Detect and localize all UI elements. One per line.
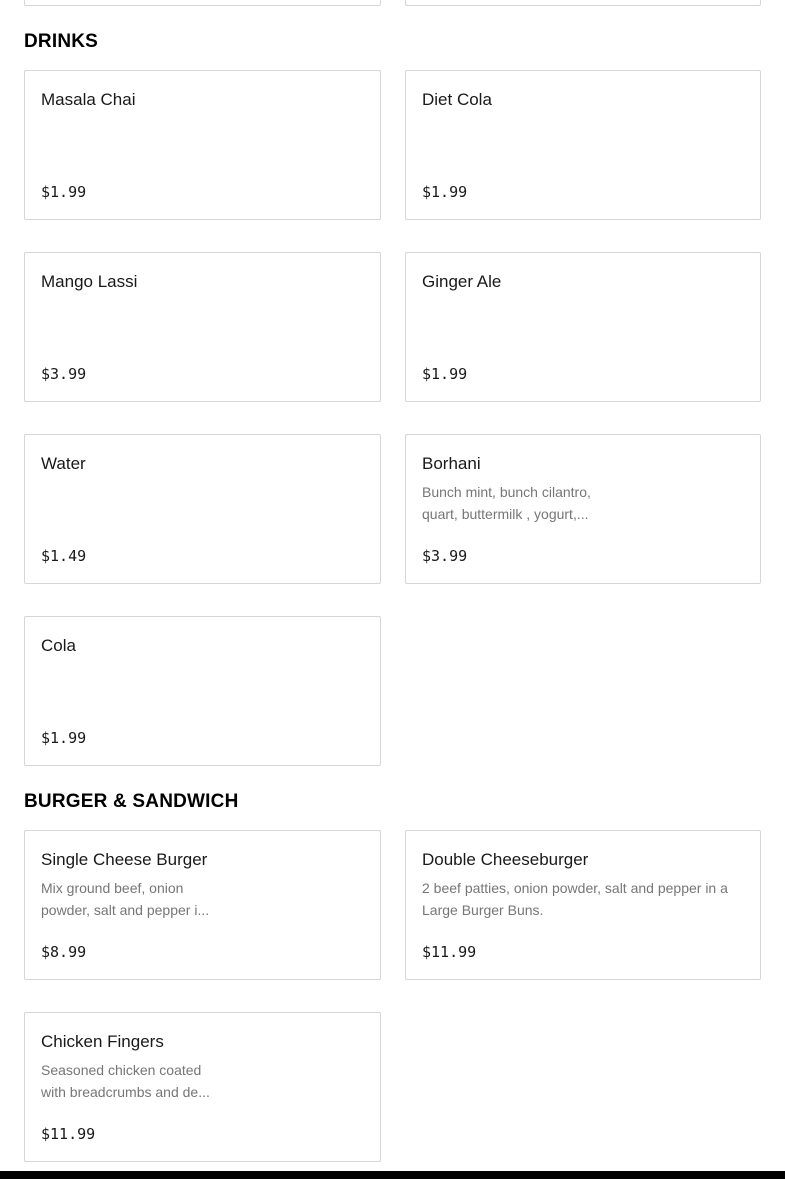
menu-item-card[interactable] [24, 1012, 381, 1162]
menu-item-card[interactable] [24, 616, 381, 766]
item-price: $8.99 [41, 943, 87, 961]
menu-item-card[interactable] [405, 252, 761, 402]
item-name: Ginger Ale [422, 272, 502, 291]
menu-item-card[interactable] [405, 830, 761, 980]
menu-item-card[interactable] [405, 434, 761, 584]
menu-item-card[interactable] [24, 70, 381, 220]
item-description: Mix ground beef, onion powder, salt and pepper i... [41, 880, 210, 918]
item-price: $1.49 [41, 547, 87, 565]
item-description: Seasoned chicken coated with breadcrumbs and de... [41, 1062, 210, 1100]
item-price: $1.99 [422, 183, 468, 201]
menu-item-card[interactable] [405, 70, 761, 220]
item-price: $11.99 [422, 943, 477, 961]
item-name: Water [41, 454, 86, 473]
item-name: Borhani [422, 454, 481, 473]
bottom-bar [0, 1171, 785, 1179]
item-name: Mango Lassi [41, 272, 138, 291]
section-title-drinks: DRINKS [24, 31, 99, 52]
section-title-burger-sandwich: BURGER & SANDWICH [24, 791, 239, 812]
item-price: $3.99 [41, 365, 87, 383]
menu-item-card[interactable] [24, 830, 381, 980]
item-name: Double Cheeseburger [422, 850, 589, 869]
item-price: $3.99 [422, 547, 468, 565]
item-price: $1.99 [41, 183, 87, 201]
item-name: Cola [41, 636, 76, 655]
item-price: $1.99 [41, 729, 87, 747]
item-price: $11.99 [41, 1125, 96, 1143]
item-description: Bunch mint, bunch cilantro, quart, buttermilk , yogurt,... [422, 484, 591, 522]
menu-item-card[interactable] [24, 434, 381, 584]
item-name: Masala Chai [41, 90, 136, 109]
menu-item-card[interactable] [405, 0, 761, 6]
menu-item-card[interactable] [24, 252, 381, 402]
item-name: Single Cheese Burger [41, 850, 208, 869]
menu-item-card[interactable] [24, 0, 381, 6]
item-name: Diet Cola [422, 90, 492, 109]
item-price: $1.99 [422, 365, 468, 383]
item-description: 2 beef patties, onion powder, salt and pepper in a Large Burger Buns. [422, 880, 728, 918]
item-name: Chicken Fingers [41, 1032, 164, 1051]
